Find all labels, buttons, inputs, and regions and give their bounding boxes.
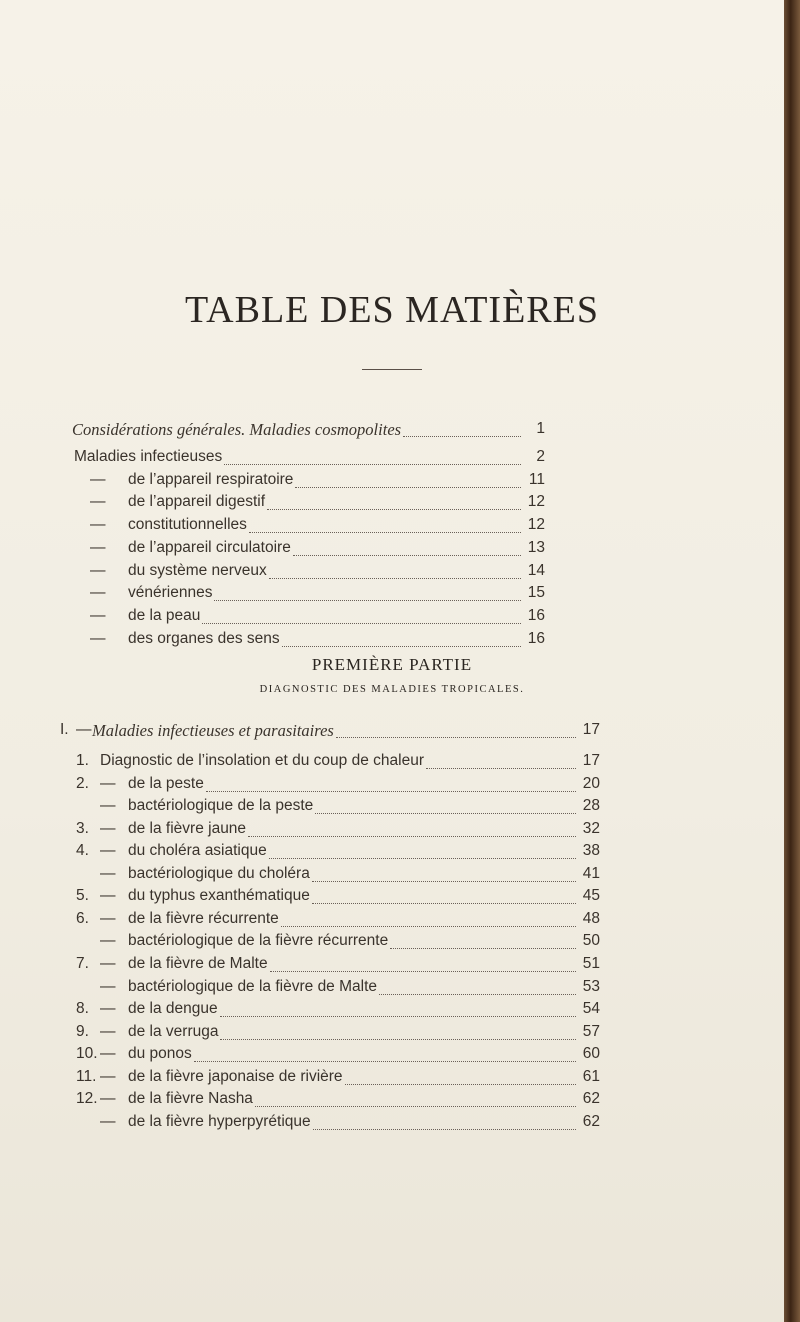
entry-page-number: 48 <box>582 909 600 927</box>
toc-entry <box>0 1045 784 1067</box>
dot-leader <box>336 735 576 738</box>
dot-leader <box>281 924 576 927</box>
dot-leader <box>269 576 521 579</box>
toc-entry <box>0 775 784 797</box>
entry-dash: — <box>76 721 92 738</box>
entry-title: de la fièvre hyperpyrétique <box>128 1112 311 1130</box>
dot-leader <box>269 856 576 859</box>
toc-entry <box>0 1068 784 1090</box>
entry-dash: — <box>100 819 116 837</box>
entry-page-number: 54 <box>582 1000 600 1018</box>
entry-page-number: 16 <box>527 606 545 624</box>
toc-entry <box>0 1023 784 1045</box>
entry-title: de l’appareil digestif <box>128 493 266 511</box>
toc-entry <box>0 955 784 977</box>
dot-leader <box>345 1082 576 1085</box>
toc-entry <box>0 842 784 864</box>
toc-entry <box>0 910 784 932</box>
toc-entry <box>0 865 784 887</box>
entry-title: de l’appareil respiratoire <box>128 470 294 488</box>
dot-leader <box>220 1014 576 1017</box>
entry-number: 1. <box>76 752 89 769</box>
entry-page-number: 57 <box>582 1022 600 1040</box>
dot-leader <box>295 485 521 488</box>
entry-dash: — <box>100 1022 116 1040</box>
entry-dash: — <box>90 606 106 624</box>
entry-page-number: 38 <box>582 842 600 860</box>
toc-entry <box>0 1090 784 1112</box>
entry-page-number: 32 <box>582 819 600 837</box>
chapter-entry <box>0 721 784 743</box>
entry-number: 7. <box>76 954 89 972</box>
entry-dash: — <box>100 864 116 882</box>
dot-leader <box>202 621 521 624</box>
dot-leader <box>426 766 576 769</box>
entry-dash: — <box>100 887 116 905</box>
entry-page-number: 14 <box>527 561 545 579</box>
dot-leader <box>312 901 576 904</box>
entry-dash: — <box>100 932 116 950</box>
toc-entry <box>0 932 784 954</box>
entry-page-number: 12 <box>527 516 545 534</box>
entry-title: de la fièvre japonaise de rivière <box>128 1067 343 1085</box>
intro-entry <box>0 448 784 470</box>
dot-leader <box>249 530 521 533</box>
entry-page-number: 2 <box>536 448 545 465</box>
entry-dash: — <box>100 1045 116 1063</box>
entry-number: 3. <box>76 819 89 837</box>
entry-number: 9. <box>76 1022 89 1040</box>
intro-entry <box>0 471 784 493</box>
entry-page-number: 62 <box>582 1090 600 1108</box>
toc-entry <box>0 752 784 774</box>
dot-leader <box>315 811 576 814</box>
dot-leader <box>390 946 576 949</box>
intro-heading-entry <box>0 420 784 442</box>
dot-leader <box>379 992 576 995</box>
dot-leader <box>194 1059 576 1062</box>
toc-entry <box>0 1000 784 1022</box>
entry-number: 5. <box>76 887 89 905</box>
entry-number: I. <box>60 721 69 738</box>
entry-title: de la fièvre Nasha <box>128 1090 253 1108</box>
entry-title: de la peste <box>128 774 204 792</box>
entry-number: 6. <box>76 909 89 927</box>
dot-leader <box>255 1104 576 1107</box>
intro-entry <box>0 630 784 652</box>
entry-title: constitutionnelles <box>128 516 247 534</box>
book-spine-edge <box>784 0 800 1322</box>
toc-entry <box>0 887 784 909</box>
dot-leader <box>206 789 576 792</box>
entry-page-number: 11 <box>528 470 545 488</box>
entry-dash: — <box>100 1090 116 1108</box>
dot-leader <box>267 507 521 510</box>
entry-title: bactériologique de la fièvre de Malte <box>128 977 378 995</box>
entry-title: de la verruga <box>128 1022 219 1040</box>
intro-entry <box>0 539 784 561</box>
dot-leader <box>214 598 521 601</box>
entry-dash: — <box>100 797 116 815</box>
dot-leader <box>312 879 576 882</box>
entry-page-number: 45 <box>582 887 600 905</box>
entry-dash: — <box>100 1067 116 1085</box>
toc-entry <box>0 1113 784 1135</box>
entry-dash: — <box>100 977 116 995</box>
entry-page-number: 17 <box>582 721 600 738</box>
entry-page-number: 1 <box>536 420 545 437</box>
dot-leader <box>270 969 576 972</box>
entry-number: 4. <box>76 842 89 860</box>
entry-dash: — <box>90 561 106 579</box>
part-subtitle: DIAGNOSTIC DES MALADIES TROPICALES. <box>259 684 525 695</box>
entry-dash: — <box>90 516 106 534</box>
entry-title: du ponos <box>128 1045 192 1063</box>
entry-title: de la fièvre récurrente <box>128 909 279 927</box>
entry-page-number: 28 <box>582 797 600 815</box>
entry-dash: — <box>100 1112 116 1130</box>
entry-title: bactériologique du choléra <box>128 864 310 882</box>
entry-title: du système nerveux <box>128 561 267 579</box>
entry-page-number: 51 <box>582 954 600 972</box>
part-title: PREMIÈRE PARTIE <box>311 655 473 674</box>
entry-title: Maladies infectieuses <box>74 448 223 465</box>
entry-title: de la peau <box>128 606 201 624</box>
entry-title: bactériologique de la fièvre récurrente <box>128 932 389 950</box>
entry-page-number: 20 <box>582 774 600 792</box>
entry-page-number: 53 <box>582 977 600 995</box>
dot-leader <box>403 434 521 437</box>
entry-dash: — <box>90 493 106 511</box>
entry-number: 11. <box>76 1067 97 1085</box>
entry-dash: — <box>100 954 116 972</box>
entry-number: 2. <box>76 774 89 792</box>
entry-title: Diagnostic de l’insolation et du coup de chaleur <box>100 752 424 769</box>
intro-entry <box>0 584 784 606</box>
entry-title: des organes des sens <box>128 629 280 647</box>
entry-page-number: 41 <box>582 864 600 882</box>
entry-page-number: 12 <box>527 493 545 511</box>
entry-page-number: 62 <box>582 1112 600 1130</box>
toc-entry <box>0 797 784 819</box>
entry-number: 8. <box>76 1000 89 1018</box>
entry-page-number: 60 <box>582 1045 600 1063</box>
entry-title: vénériennes <box>128 584 213 602</box>
entry-dash: — <box>90 629 106 647</box>
entry-title: du choléra asiatique <box>128 842 267 860</box>
entry-dash: — <box>90 538 106 556</box>
entry-title: bactériologique de la peste <box>128 797 314 815</box>
entry-title: de la dengue <box>128 1000 218 1018</box>
entry-page-number: 13 <box>527 538 545 556</box>
intro-entry <box>0 562 784 584</box>
entry-dash: — <box>100 1000 116 1018</box>
dot-leader <box>248 834 576 837</box>
toc-entry <box>0 978 784 1000</box>
entry-title: de l’appareil circulatoire <box>128 538 291 556</box>
toc-entry <box>0 820 784 842</box>
intro-entry <box>0 607 784 629</box>
intro-entry <box>0 516 784 538</box>
entry-title: Maladies infectieuses et parasitaires <box>92 721 334 740</box>
entry-dash: — <box>90 584 106 602</box>
entry-dash: — <box>100 909 116 927</box>
entry-page-number: 16 <box>527 629 545 647</box>
entry-title: du typhus exanthématique <box>128 887 310 905</box>
entry-page-number: 15 <box>527 584 545 602</box>
entry-page-number: 17 <box>582 752 600 769</box>
entry-dash: — <box>90 470 106 488</box>
dot-leader <box>282 644 521 647</box>
entry-title: de la fièvre jaune <box>128 819 247 837</box>
entry-dash: — <box>100 774 116 792</box>
dot-leader <box>220 1037 576 1040</box>
entry-page-number: 50 <box>582 932 600 950</box>
entry-dash: — <box>100 842 116 860</box>
dot-leader <box>293 553 521 556</box>
entry-title: Considérations générales. Maladies cosmopolites <box>72 420 402 439</box>
intro-entry <box>0 493 784 515</box>
entry-number: 12. <box>76 1090 98 1108</box>
dot-leader <box>313 1127 576 1130</box>
entry-page-number: 61 <box>582 1067 600 1085</box>
dot-leader <box>224 462 521 465</box>
page-title: TABLE DES MATIÈRES <box>185 289 599 331</box>
title-rule <box>362 369 422 370</box>
entry-title: de la fièvre de Malte <box>128 954 268 972</box>
entry-number: 10. <box>76 1045 98 1063</box>
